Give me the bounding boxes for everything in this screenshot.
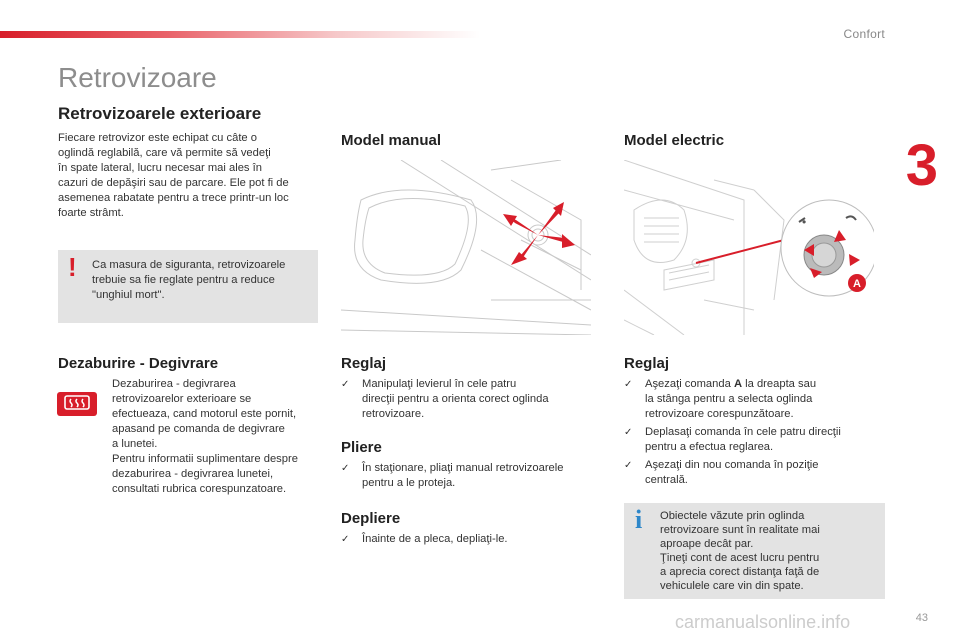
header-accent-bar: [0, 31, 480, 38]
list-item: [624, 425, 874, 455]
info-line: a aprecia corect distanţa faţă de: [660, 566, 820, 578]
control-letter: A: [733, 378, 743, 390]
warning-line: "unghiul mort".: [92, 289, 165, 301]
list-item: [624, 377, 874, 422]
info-icon: i: [635, 505, 643, 534]
item-line: centrală.: [645, 474, 688, 486]
svg-text:•: •: [802, 215, 807, 229]
page-number: 43: [915, 612, 928, 624]
watermark: carmanualsonline.info: [675, 612, 851, 632]
item-line: Înainte de a pleca, depliaţi-le.: [362, 533, 508, 545]
section-label: Confort: [843, 27, 885, 41]
intro-line: asemenea rabatate pentru a trece printr-un loc: [58, 192, 289, 204]
intro-line: foarte strâmt.: [58, 207, 124, 219]
check-box-icon: ✓: [341, 463, 350, 474]
defrost-line: apasand pe comanda de degivrare: [112, 423, 285, 435]
intro-line: cazuri de depăşiri sau de parcare. Ele pot fi de: [58, 177, 289, 189]
warning-box: [58, 250, 318, 323]
defrost-line: retrovizoarelor exterioare se: [112, 393, 252, 405]
check-box-icon: ✓: [624, 427, 633, 438]
defrost-line: consultati rubrica corespunzatoare.: [112, 483, 287, 495]
exterior-intro: [58, 131, 323, 221]
unfold-heading: Depliere: [341, 510, 401, 527]
manual-adjust-list: [341, 377, 591, 425]
electric-adjust-heading: Reglaj: [624, 355, 670, 372]
item-line: retrovizoare.: [362, 408, 425, 420]
info-line: Ţineţi cont de acest lucru pentru: [660, 552, 820, 564]
item-line: Deplasaţi comanda în cele patru direcţii: [645, 426, 841, 438]
item-line: pentru a le proteja.: [362, 477, 456, 489]
fold-list: [341, 461, 596, 494]
electric-control-illustration: [624, 160, 874, 335]
defrost-line: dezaburirea - degivrarea lunetei,: [112, 468, 274, 480]
item-line: Aşezaţi din nou comanda în poziţie: [645, 459, 819, 471]
warning-line: Ca masura de siguranta, retrovizoarele: [92, 259, 286, 271]
defrost-line: a lunetei.: [112, 438, 158, 450]
list-item: [341, 532, 591, 547]
item-line: la stânga pentru a selecta oglinda: [645, 393, 813, 405]
intro-line: Fiecare retrovizor este echipat cu câte o: [58, 132, 257, 144]
warning-icon: !: [68, 252, 77, 282]
intro-line: oglindă reglabilă, care vă permite să vedeţi: [58, 147, 271, 159]
defrost-line: Pentru informatii suplimentare despre: [112, 453, 298, 465]
list-item: [341, 461, 596, 491]
check-box-icon: ✓: [341, 534, 350, 545]
warning-line: trebuie sa fie reglate pentru a reduce: [92, 274, 275, 286]
info-text: [660, 509, 882, 593]
check-box-icon: ✓: [341, 379, 350, 390]
check-box-icon: ✓: [624, 379, 633, 390]
item-line: În staţionare, pliaţi manual retrovizoarele: [362, 462, 564, 474]
info-line: aproape decât par.: [660, 538, 754, 550]
unfold-list: [341, 532, 591, 550]
text-part: Aşezaţi comanda: [645, 378, 734, 390]
defrost-heading: Dezaburire - Degivrare: [58, 355, 219, 372]
list-item: [624, 458, 874, 488]
electric-adjust-list: [624, 377, 874, 491]
manual-adjust-heading: Reglaj: [341, 355, 387, 372]
page-title: Retrovizoare: [58, 62, 217, 93]
info-line: retrovizoare sunt în realitate mai: [660, 524, 820, 536]
callout-label: A: [853, 278, 861, 290]
warning-text: [92, 258, 314, 303]
exterior-heading: Retrovizoarele exterioare: [58, 104, 262, 123]
rear-defrost-icon: [57, 392, 97, 416]
info-box: [624, 503, 885, 599]
manual-heading: Model manual: [341, 132, 442, 149]
manual-mirror-illustration: [341, 160, 591, 335]
check-box-icon: ✓: [624, 460, 633, 471]
defrost-line: Dezaburirea - degivrarea: [112, 378, 236, 390]
text-part: la dreapta sau: [742, 378, 817, 390]
intro-line: în spate lateral, lucru necesar mai ales în: [58, 162, 262, 174]
item-line: Manipulaţi levierul în cele patru: [362, 378, 517, 390]
info-line: vehiculele care vin din spate.: [660, 580, 804, 592]
item-line: direcţii pentru a orienta corect oglinda: [362, 393, 549, 405]
fold-heading: Pliere: [341, 439, 382, 456]
item-line: retrovizoare corespunzătoare.: [645, 408, 794, 420]
defrost-text: [112, 377, 322, 497]
list-item: [341, 377, 591, 422]
info-line: Obiectele văzute prin oglinda: [660, 510, 805, 522]
item-line: pentru a efectua reglarea.: [645, 441, 774, 453]
item-line: [645, 377, 874, 392]
electric-heading: Model electric: [624, 132, 725, 149]
defrost-line: efectueaza, cand motorul este pornit,: [112, 408, 297, 420]
chapter-number: 3: [905, 133, 938, 198]
